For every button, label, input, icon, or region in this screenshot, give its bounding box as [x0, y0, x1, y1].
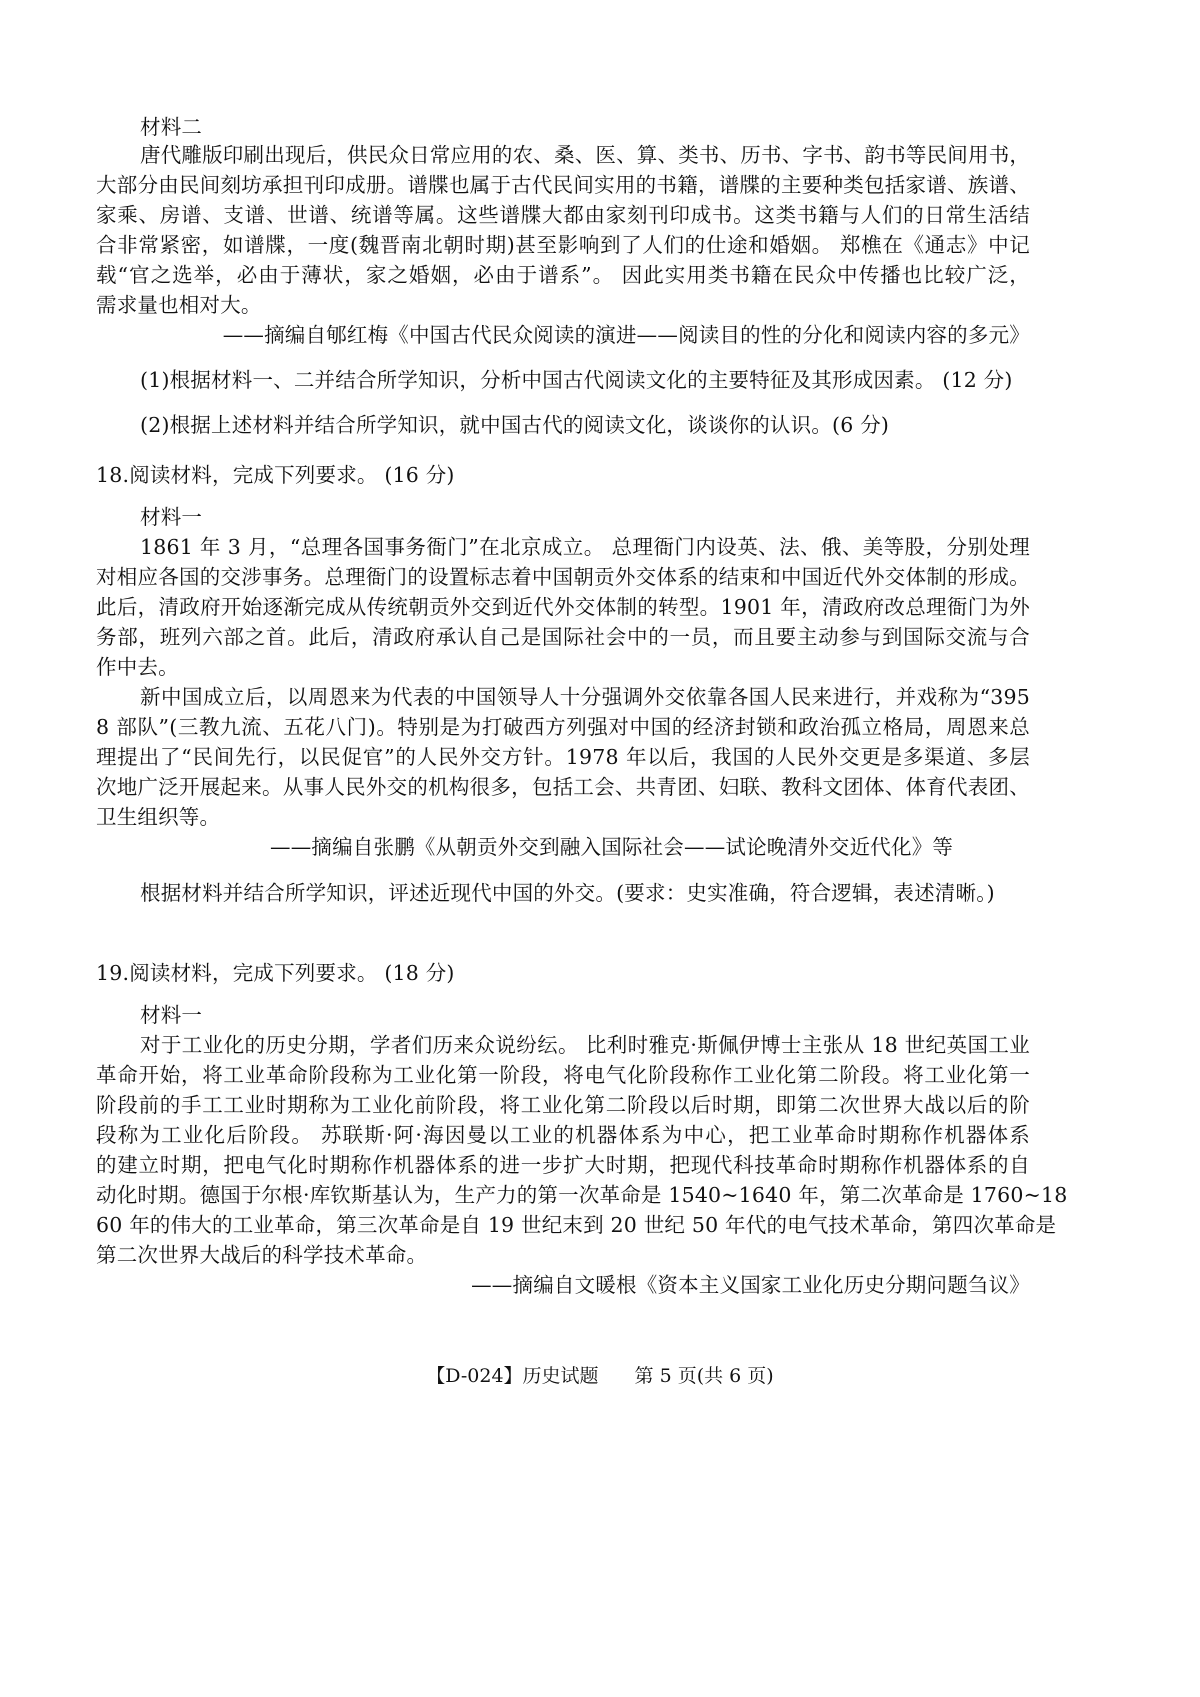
- question-19-heading: 19.阅读材料，完成下列要求。 (18 分): [96, 961, 455, 985]
- material2-source: ——摘编自郇红梅《中国古代民众阅读的演进——阅读目的性的分化和阅读内容的多元》: [222, 323, 1030, 347]
- material1-source: ——摘编自文暖根《资本主义国家工业化历史分期问题刍议》: [471, 1273, 1030, 1297]
- question-18-prompt: 根据材料并结合所学知识，评述近现代中国的外交。(要求：史实准确，符合逻辑，表述清晰。): [140, 881, 995, 905]
- material1-line: 8 部队”(三教九流、五花八门)。特别是为打破西方列强对中国的经济封锁和政治孤立格局，周恩来总: [96, 715, 1030, 739]
- material1-line: 新中国成立后，以周恩来为代表的中国领导人十分强调外交依靠各国人民来进行，并戏称为“395: [140, 685, 1030, 709]
- material1-line: 60 年的伟大的工业革命，第三次革命是自 19 世纪末到 20 世纪 50 年代的电气技术革命，第四次革命是: [96, 1213, 1057, 1237]
- material1-line: 卫生组织等。: [96, 805, 221, 829]
- material1-line: 此后，清政府开始逐渐完成从传统朝贡外交到近代外交体制的转型。1901 年，清政府改总理衙门为外: [96, 595, 1030, 619]
- material1-label: 材料一: [140, 505, 203, 529]
- material1-line: 革命开始，将工业革命阶段称为工业化第一阶段，将电气化阶段称作工业化第二阶段。将工业化第一: [96, 1063, 1030, 1087]
- material1-line: 对相应各国的交涉事务。总理衙门的设置标志着中国朝贡外交体系的结束和中国近代外交体制的形成。: [96, 565, 1030, 589]
- material1-line: 的建立时期，把电气化时期称作机器体系的进一步扩大时期，把现代科技革命时期称作机器体系的自: [96, 1153, 1030, 1177]
- footer-page-number: 第 5 页(共 6 页): [634, 1365, 774, 1387]
- material1-line: 次地广泛开展起来。从事人民外交的机构很多，包括工会、共青团、妇联、教科文团体、体育代表团、: [96, 775, 1030, 799]
- material2-line: 载“官之选举，必由于薄状，家之婚姻，必由于谱系”。 因此实用类书籍在民众中传播也比较广泛，: [96, 263, 1030, 287]
- material2-label: 材料二: [140, 115, 203, 139]
- material2-line: 需求量也相对大。: [96, 293, 262, 317]
- material1-line: 第二次世界大战后的科学技术革命。: [96, 1243, 428, 1267]
- material1-label: 材料一: [140, 1003, 203, 1027]
- footer-exam-code: 【D-024】历史试题: [426, 1365, 599, 1387]
- material1-line: 作中去。: [96, 655, 179, 679]
- material2-line: 唐代雕版印刷出现后，供民众日常应用的农、桑、医、算、类书、历书、字书、韵书等民间用书，: [140, 143, 1031, 167]
- page-footer: [0, 1362, 1200, 1390]
- material2-line: 大部分由民间刻坊承担刊印成册。谱牒也属于古代民间实用的书籍，谱牒的主要种类包括家谱、族谱、: [96, 173, 1030, 197]
- question-17-2: (2)根据上述材料并结合所学知识，就中国古代的阅读文化，谈谈你的认识。(6 分): [140, 413, 890, 437]
- material1-line: 动化时期。德国于尔根·库钦斯基认为，生产力的第一次革命是 1540~1640 年，第二次革命是 1760~18: [96, 1183, 1068, 1207]
- material1-source: ——摘编自张鹏《从朝贡外交到融入国际社会——试论晚清外交近代化》等: [270, 835, 954, 859]
- material1-line: 对于工业化的历史分期，学者们历来众说纷纭。 比利时雅克·斯佩伊博士主张从 18 世纪英国工业: [140, 1033, 1030, 1057]
- material2-line: 合非常紧密，如谱牒，一度(魏晋南北朝时期)甚至影响到了人们的仕途和婚姻。 郑樵在《通志》中记: [96, 233, 1030, 257]
- question-18-heading: 18.阅读材料，完成下列要求。 (16 分): [96, 463, 455, 487]
- material1-line: 阶段前的手工工业时期称为工业化前阶段，将工业化第二阶段以后时期，即第二次世界大战以后的阶: [96, 1093, 1030, 1117]
- material1-line: 段称为工业化后阶段。 苏联斯·阿·海因曼以工业的机器体系为中心，把工业革命时期称作机器体系: [96, 1123, 1030, 1147]
- material1-line: 务部，班列六部之首。此后，清政府承认自己是国际社会中的一员，而且要主动参与到国际交流与合: [96, 625, 1030, 649]
- question-17-1: (1)根据材料一、二并结合所学知识，分析中国古代阅读文化的主要特征及其形成因素。 (12 分): [140, 368, 1013, 392]
- material1-line: 1861 年 3 月，“总理各国事务衙门”在北京成立。 总理衙门内设英、法、俄、美等股，分别处理: [140, 535, 1030, 559]
- material1-line: 理提出了“民间先行，以民促官”的人民外交方针。1978 年以后，我国的人民外交更是多渠道、多层: [96, 745, 1030, 769]
- material2-line: 家乘、房谱、支谱、世谱、统谱等属。这些谱牒大都由家刻刊印成书。这类书籍与人们的日常生活结: [96, 203, 1030, 227]
